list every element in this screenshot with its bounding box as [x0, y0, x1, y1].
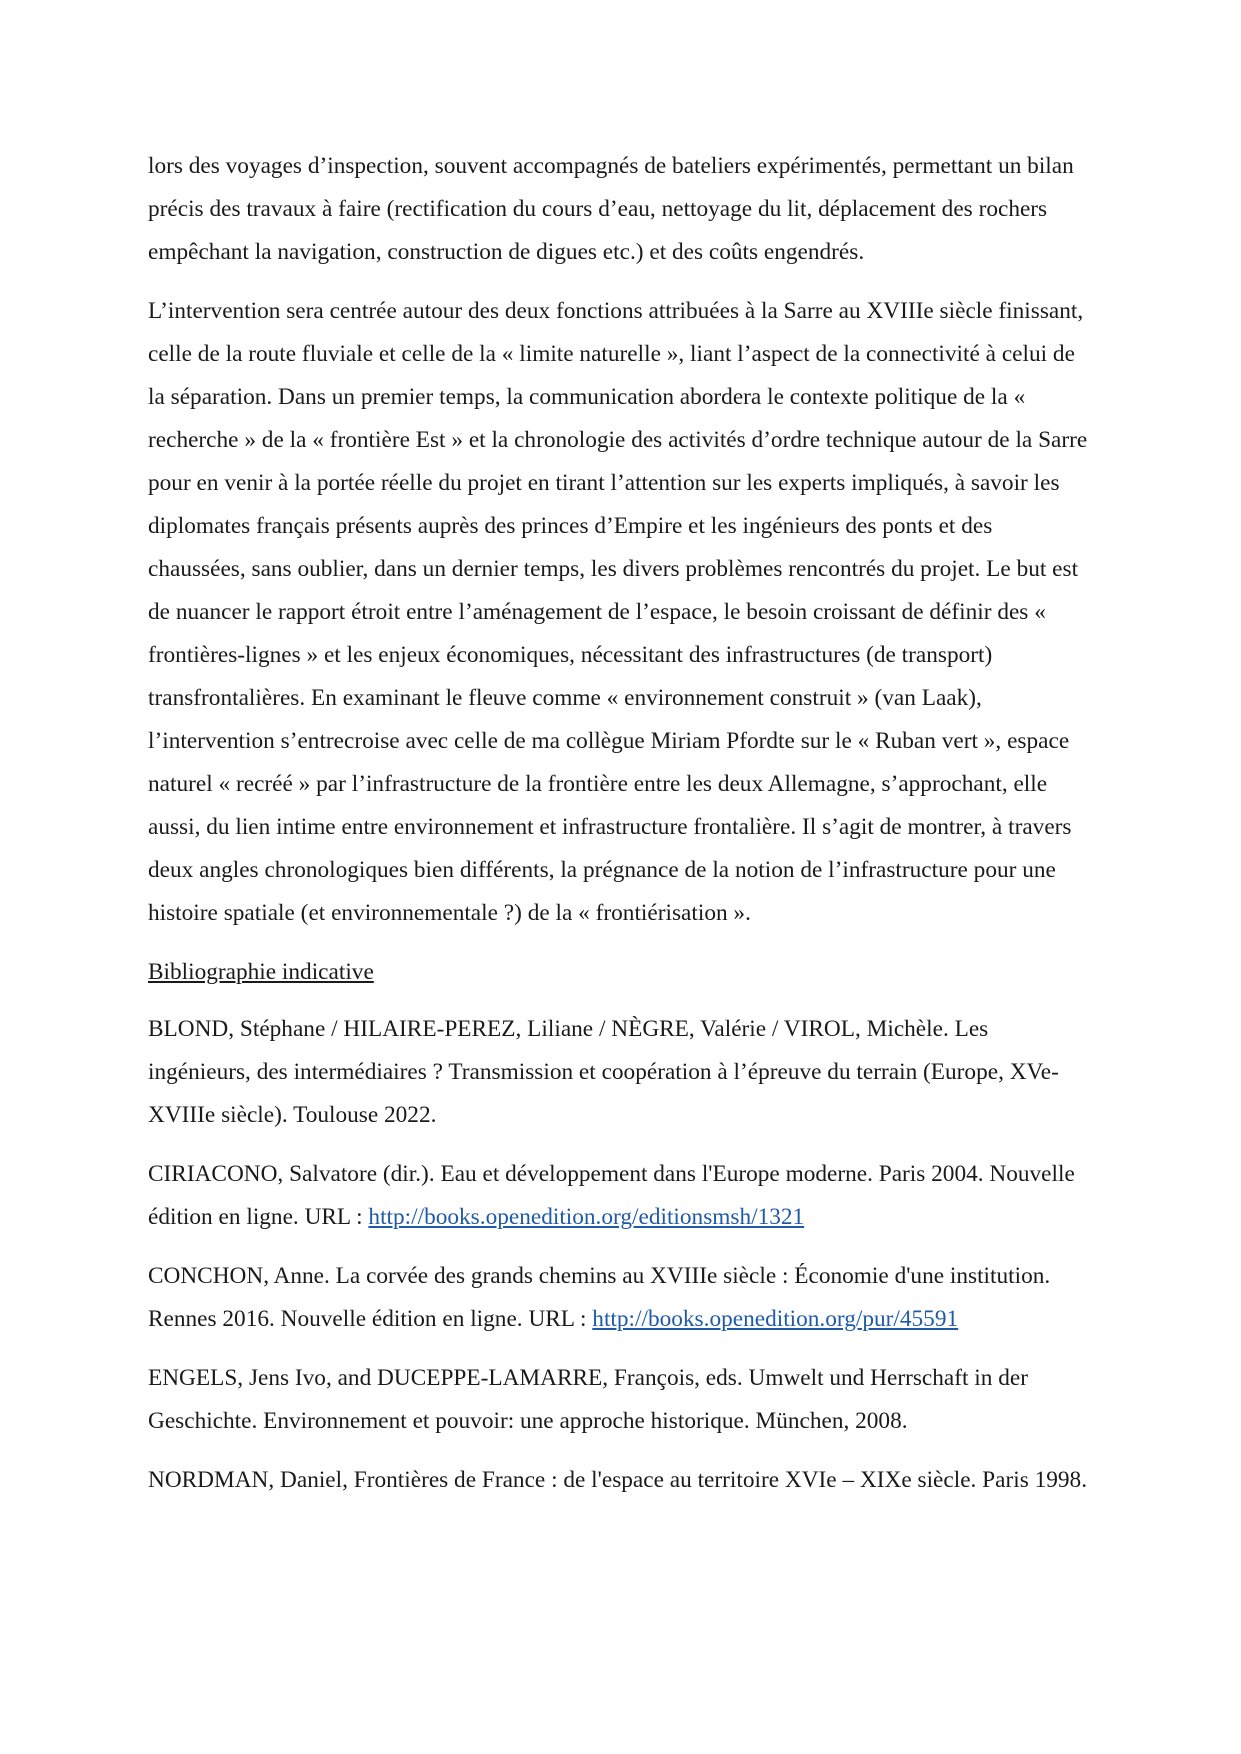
page-content	[148, 145, 1093, 1518]
bibliography-entry-conchon	[148, 1255, 1093, 1341]
bibliography-link-conchon[interactable]: http://books.openedition.org/pur/45591	[592, 1306, 959, 1332]
bibliography-entry-text: ENGELS, Jens Ivo, and DUCEPPE-LAMARRE, François, eds. Umwelt und Herrschaft in der Geschichte. Environnement et pouvoir: une approche historique. München, 2008.	[148, 1365, 1028, 1434]
bibliography-entry-nordman	[148, 1459, 1093, 1502]
bibliography-entry-text: NORDMAN, Daniel, Frontières de France : de l'espace au territoire XVIe – XIXe siècle. Paris 1998.	[148, 1467, 1088, 1493]
bibliography-heading: Bibliographie indicative	[148, 959, 374, 985]
bibliography-link-ciriacono[interactable]: http://books.openedition.org/editionsmsh/1321	[368, 1204, 805, 1230]
bibliography-entry-text: CIRIACONO, Salvatore (dir.). Eau et développement dans l'Europe moderne. Paris 2004. Nouvelle édition en ligne. URL :	[148, 1161, 1075, 1230]
body-paragraph-1: lors des voyages d’inspection, souvent accompagnés de bateliers expérimentés, permettant un bilan précis des travaux à faire (rectification du cours d’eau, nettoyage du lit, déplacement des rochers empêchant la navigation, construction de digues etc.) et des coûts engendrés.	[148, 153, 1074, 265]
bibliography-entry-ciriacono	[148, 1153, 1093, 1239]
bibliography-entry-engels	[148, 1357, 1093, 1443]
body-paragraph-2: L’intervention sera centrée autour des deux fonctions attribuées à la Sarre au XVIIIe siècle finissant, celle de la route fluviale et celle de la « limite naturelle », liant l’aspect de la connectivité à celui de la séparation. Dans un premier temps, la communication abordera le contexte politique de la « recherche » de la « frontière Est » et la chronologie des activités d’ordre technique autour de la Sarre pour en venir à la portée réelle du projet en tirant l’attention sur les experts impliqués, à savoir les diplomates français présents auprès des princes d’Empire et les ingénieurs des ponts et des chaussées, sans oublier, dans un dernier temps, les divers problèmes rencontrés du projet. Le but est de nuancer le rapport étroit entre l’aménagement de l’espace, le besoin croissant de définir des « frontières-lignes » et les enjeux économiques, nécessitant des infrastructures (de transport) transfrontalières. En examinant le fleuve comme « environnement construit » (van Laak), l’intervention s’entrecroise avec celle de ma collègue Miriam Pfordte sur le « Ruban vert », espace naturel « recréé » par l’infrastructure de la frontière entre les deux Allemagne, s’approchant, elle aussi, du lien intime entre environnement et infrastructure frontalière. Il s’agit de montrer, à travers deux angles chronologiques bien différents, la prégnance de la notion de l’infrastructure pour une histoire spatiale (et environnementale ?) de la « frontiérisation ».	[148, 298, 1088, 926]
bibliography-entry-blond	[148, 1008, 1093, 1137]
bibliography-entry-text: BLOND, Stéphane / HILAIRE-PEREZ, Liliane / NÈGRE, Valérie / VIROL, Michèle. Les ingénieurs, des intermédiaires ? Transmission et coopération à l’épreuve du terrain (Europe, XVe-XVIIIe siècle). Toulouse 2022.	[148, 1016, 1059, 1128]
bibliography-entry-text: CONCHON, Anne. La corvée des grands chemins au XVIIIe siècle : Économie d'une institution. Rennes 2016. Nouvelle édition en ligne. URL :	[148, 1263, 1051, 1332]
